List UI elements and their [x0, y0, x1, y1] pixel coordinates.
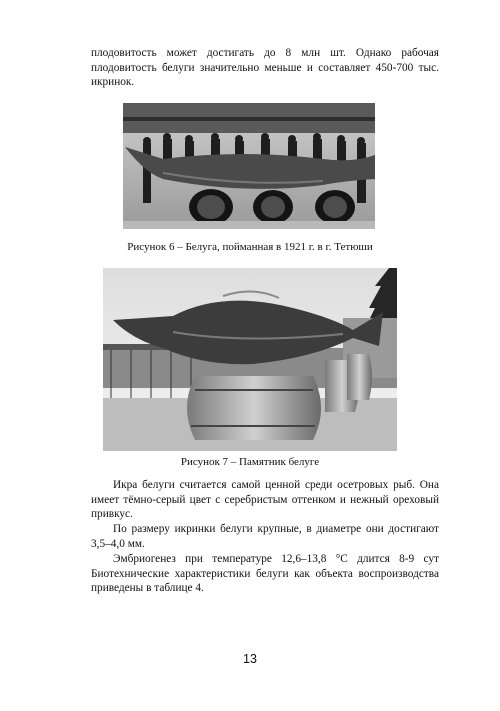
paragraph-caviar: Икра белуги считается самой ценной среди осетровых рыб. Она имеет тёмно-серый цвет с серебристым оттенком и нежный ореховый привкус. — [91, 479, 439, 520]
page-number: 13 — [243, 652, 257, 666]
paragraph-egg-size: По размеру икринки белуги крупные, в диаметре они достигают 3,5–4,0 мм. — [91, 523, 439, 550]
paragraph-fecundity: плодовитость может достигать до 8 млн шт. Однако рабочая плодовитость белуги значительно меньше и составляет 450-700 тыс. икринок. — [91, 47, 439, 88]
figure-6-caption: Рисунок 6 – Белуга, пойманная в 1921 г. в г. Тетюши — [127, 241, 373, 253]
paragraph-embryogenesis: Эмбриогенез при температуре 12,6–13,8 °С длится 8-9 сут Биотехнические характеристики белуги как объекта воспроизводства приведены в таблице 4. — [91, 553, 439, 594]
figure-7-caption: Рисунок 7 – Памятник белуге — [180, 456, 320, 468]
figure-beluga-monument-photo — [103, 268, 397, 451]
figure-beluga-1921-photo — [123, 103, 375, 229]
